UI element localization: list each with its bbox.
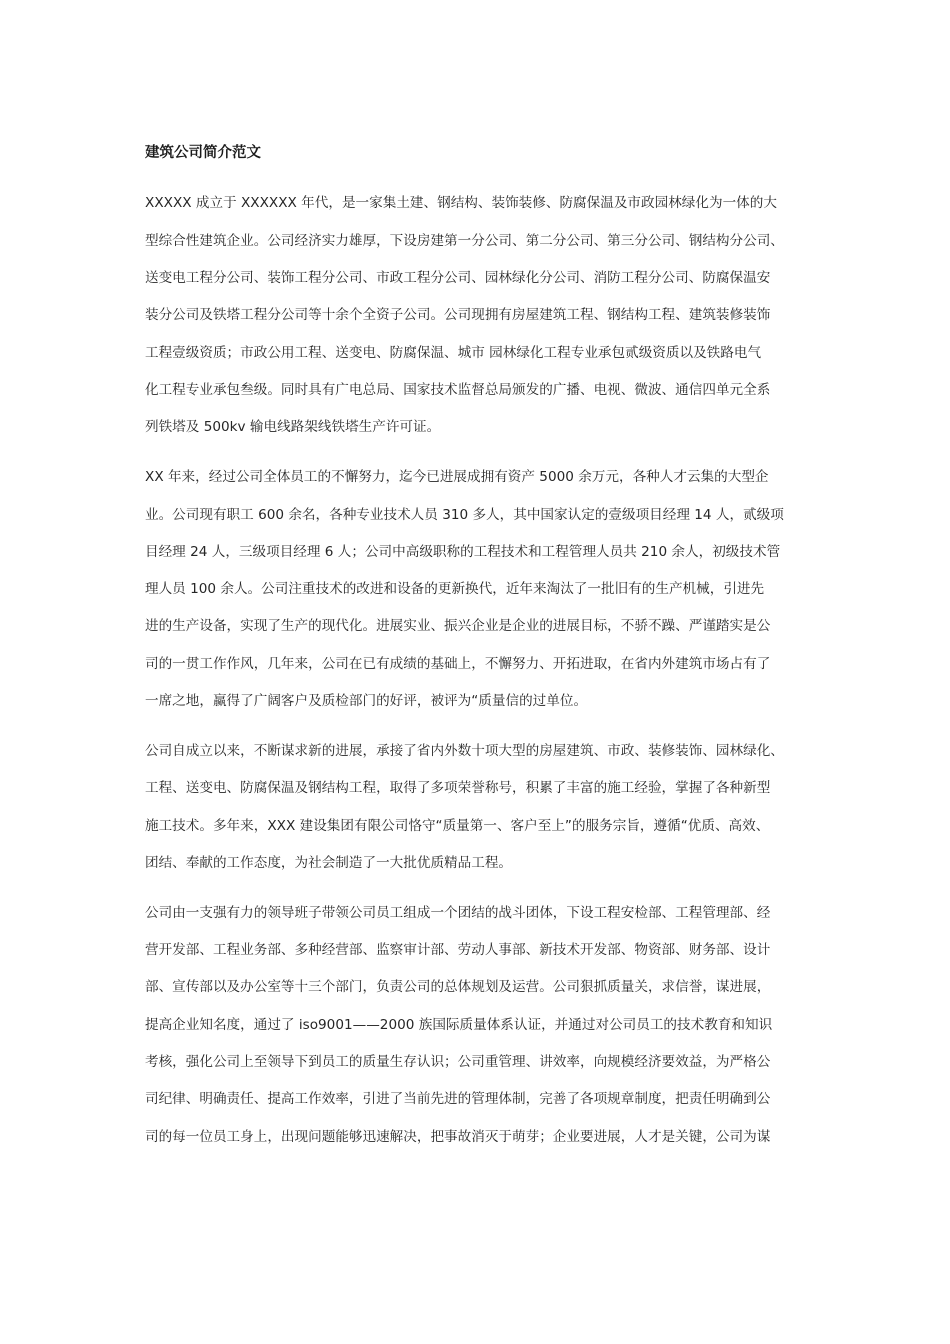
paragraph-line: 提高企业知名度，通过了 iso9001——2000 族国际质量体系认证，并通过对公司员工的技术教育和知识 [145, 1017, 773, 1033]
document-title: 建筑公司简介范文 [145, 145, 261, 161]
paragraph-line: 理人员 100 余人。公司注重技术的改进和设备的更新换代，近年来淘汰了一批旧有的生产机械，引进先 [145, 581, 765, 597]
paragraph-line: 工程、送变电、防腐保温及钢结构工程，取得了多项荣誉称号，积累了丰富的施工经验，掌握了各种新型 [145, 780, 771, 796]
paragraph-line: 一席之地，赢得了广阔客户及质检部门的好评，被评为“质量信的过单位。 [145, 693, 588, 709]
paragraph-line: 司纪律、明确责任、提高工作效率，引进了当前先进的管理体制，完善了各项规章制度，把责任明确到公 [145, 1091, 771, 1107]
paragraph-line: 送变电工程分公司、装饰工程分公司、市政工程分公司、园林绿化分公司、消防工程分公司、防腐保温安 [145, 270, 771, 286]
paragraph-line: 列铁塔及 500kv 输电线路架线铁塔生产许可证。 [145, 419, 441, 435]
paragraph-line: 化工程专业承包叁级。同时具有广电总局、国家技术监督总局颁发的广播、电视、微波、通信四单元全系 [145, 382, 771, 398]
paragraph-line: 公司由一支强有力的领导班子带领公司员工组成一个团结的战斗团体，下设工程安检部、工程管理部、经 [145, 905, 771, 921]
paragraph-line: 目经理 24 人，三级项目经理 6 人；公司中高级职称的工程技术和工程管理人员共 210 余人，初级技术管 [145, 544, 781, 560]
paragraph-line: XXXXX 成立于 XXXXXX 年代，是一家集土建、钢结构、装饰装修、防腐保温及市政园林绿化为一体的大 [145, 195, 777, 211]
paragraph-line: 业。公司现有职工 600 余名，各种专业技术人员 310 多人，其中国家认定的壹级项目经理 14 人，贰级项 [145, 507, 784, 523]
paragraph-line: 公司自成立以来，不断谋求新的进展，承接了省内外数十项大型的房屋建筑、市政、装修装饰、园林绿化、 [145, 743, 784, 759]
paragraph-line: 部、宣传部以及办公室等十三个部门，负责公司的总体规划及运营。公司狠抓质量关，求信誉，谋进展， [145, 979, 771, 995]
paragraph-line: 施工技术。多年来，XXX 建设集团有限公司恪守“质量第一、客户至上”的服务宗旨，遵循“优质、高效、 [145, 818, 770, 834]
paragraph-line: XX 年来，经过公司全体员工的不懈努力，迄今已进展成拥有资产 5000 余万元，各种人才云集的大型企 [145, 469, 769, 485]
paragraph-line: 司的一贯工作作风，几年来，公司在已有成绩的基础上，不懈努力、开拓进取，在省内外建筑市场占有了 [145, 656, 771, 672]
paragraph-line: 营开发部、工程业务部、多种经营部、监察审计部、劳动人事部、新技术开发部、物资部、财务部、设计 [145, 942, 771, 958]
paragraph-line: 装分公司及铁塔工程分公司等十余个全资子公司。公司现拥有房屋建筑工程、钢结构工程、建筑装修装饰 [145, 307, 771, 323]
paragraph-line: 团结、奉献的工作态度，为社会制造了一大批优质精品工程。 [145, 855, 513, 871]
paragraph-line: 型综合性建筑企业。公司经济实力雄厚，下设房建第一分公司、第二分公司、第三分公司、钢结构分公司、 [145, 233, 784, 249]
paragraph-line: 工程壹级资质；市政公用工程、送变电、防腐保温、城市 园林绿化工程专业承包贰级资质以及铁路电气 [145, 345, 762, 361]
paragraph-line: 进的生产设备，实现了生产的现代化。进展实业、振兴企业是企业的进展目标，不骄不躁、严谨踏实是公 [145, 618, 771, 634]
paragraph-line: 司的每一位员工身上，出现问题能够迅速解决，把事故消灭于萌芽；企业要进展，人才是关键，公司为谋 [145, 1129, 771, 1145]
paragraph-line: 考核，强化公司上至领导下到员工的质量生存认识；公司重管理、讲效率，向规模经济要效益，为严格公 [145, 1054, 771, 1070]
